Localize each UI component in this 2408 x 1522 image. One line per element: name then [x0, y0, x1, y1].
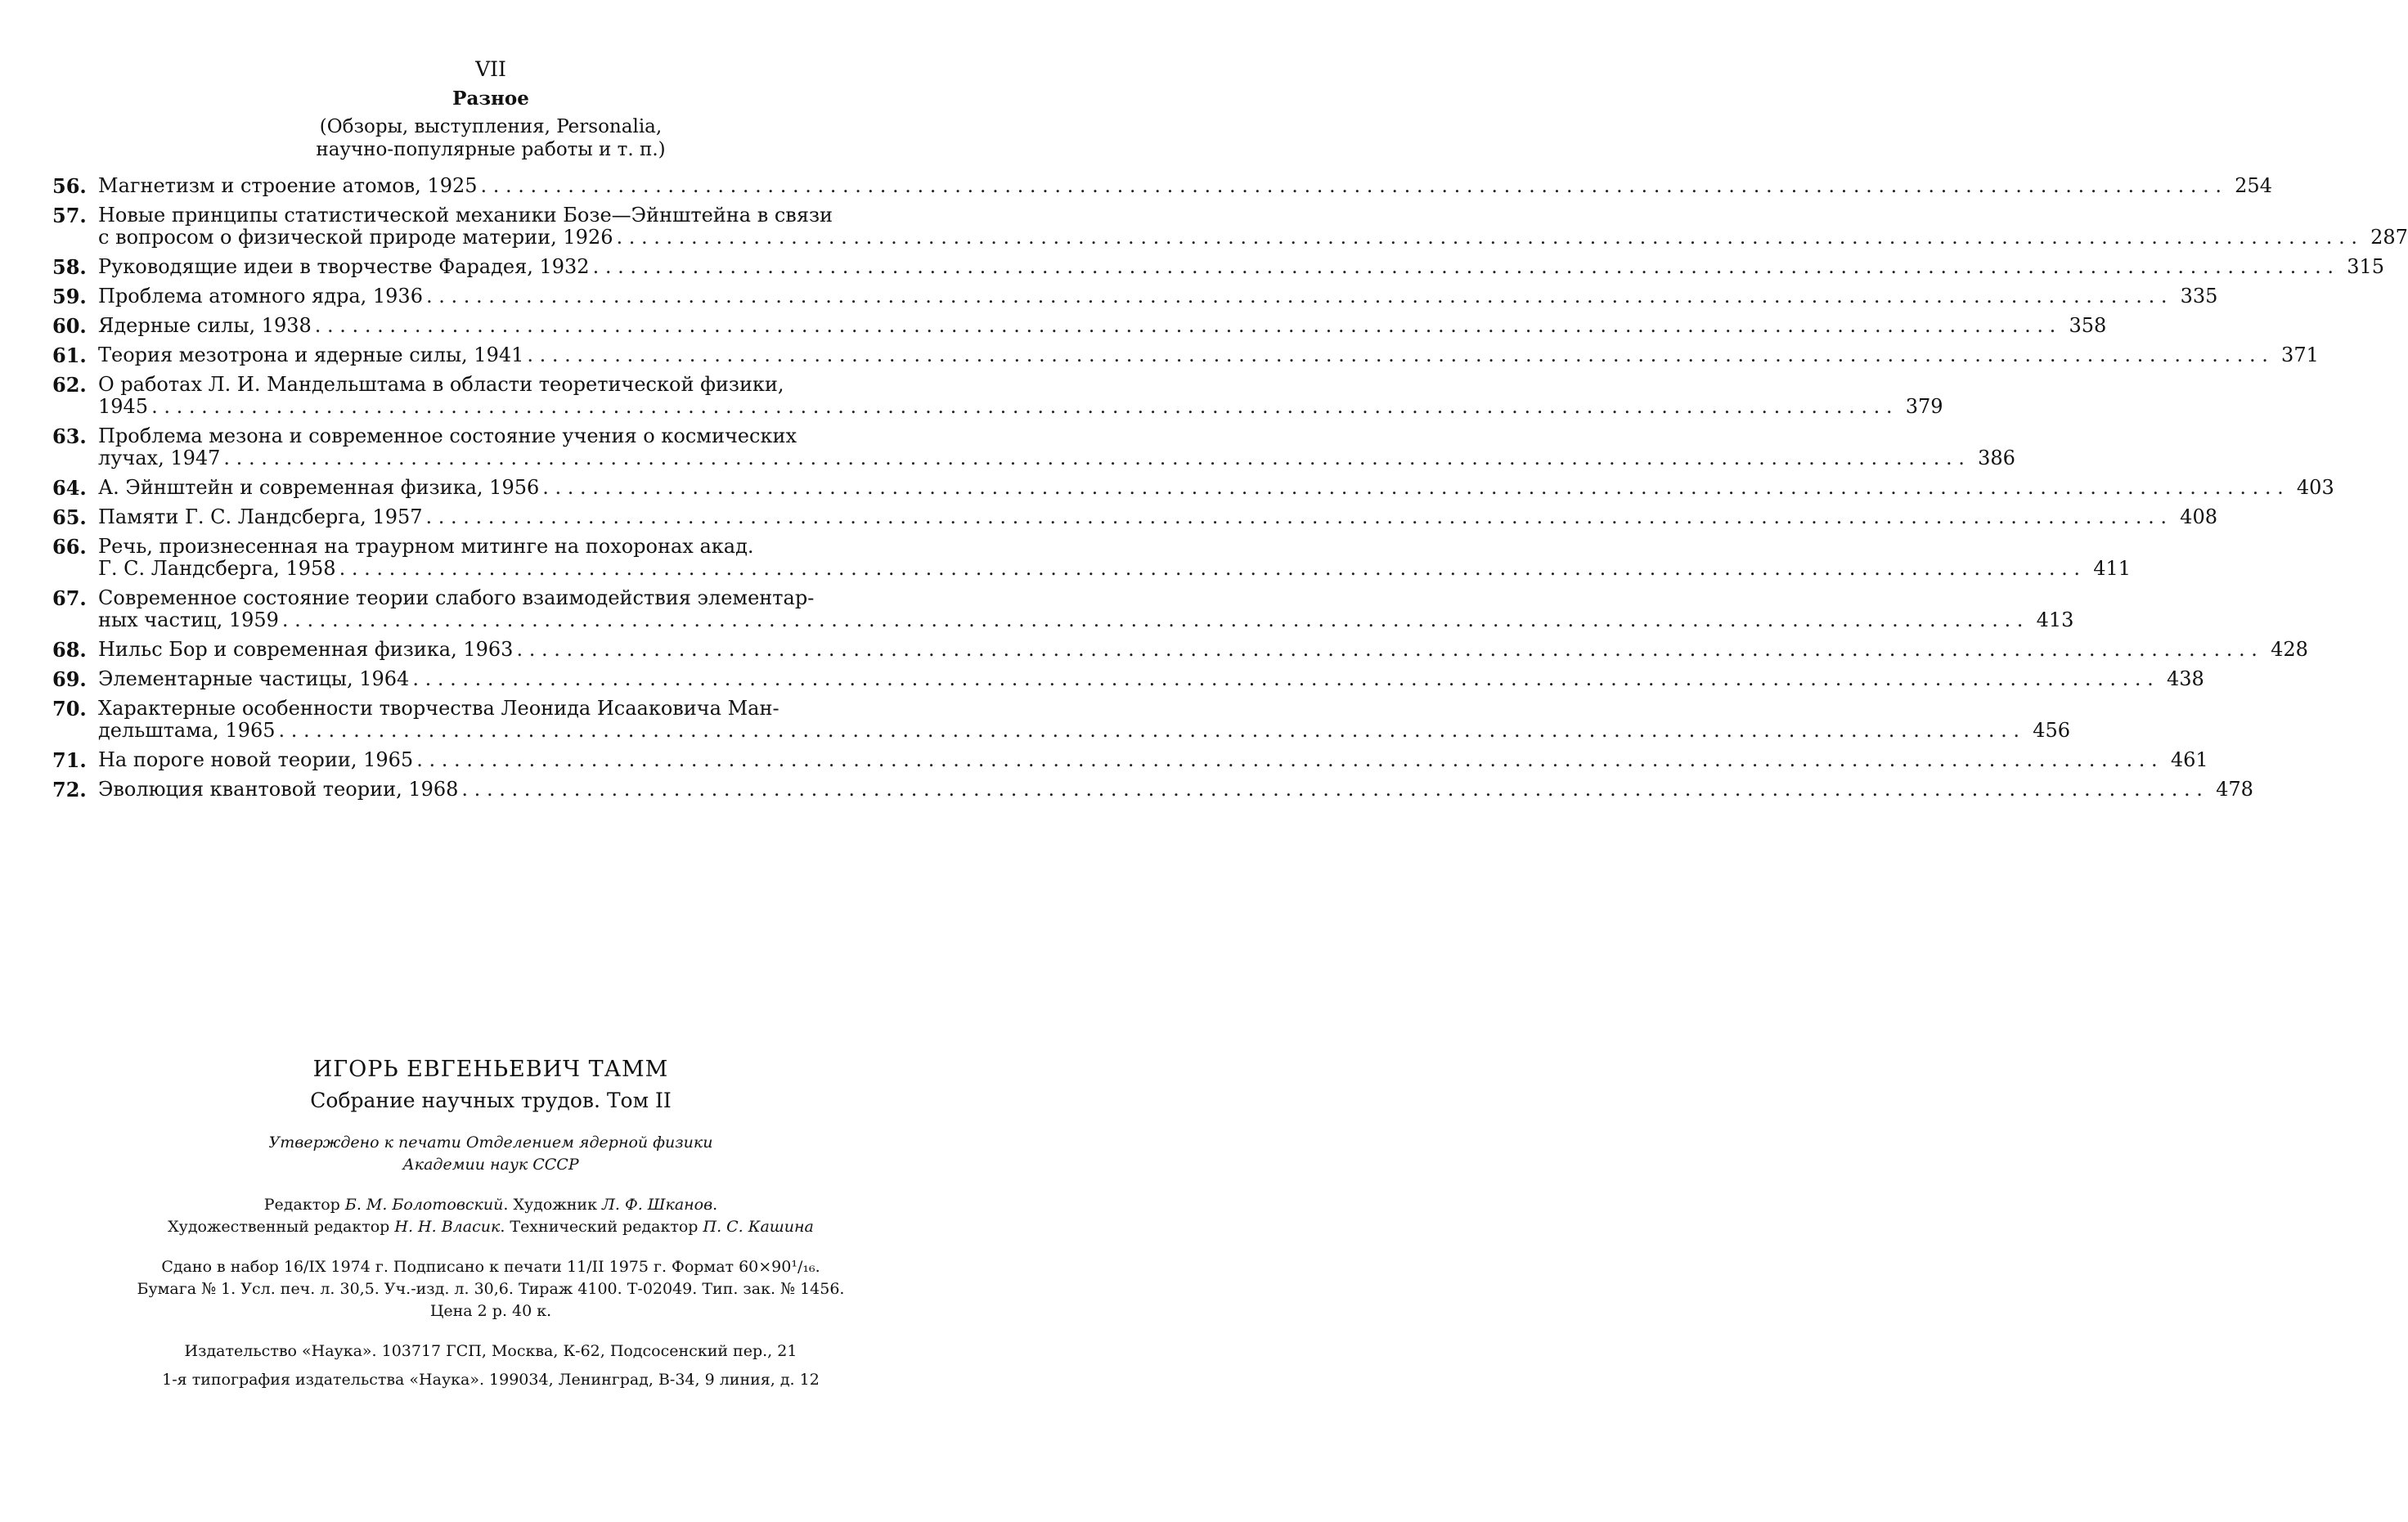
toc-entry-title-line: О работах Л. И. Мандельштама в области теоретической физики,	[98, 373, 784, 396]
section-number: VII	[475, 57, 506, 81]
toc-entry-page: 403	[2296, 476, 2334, 499]
toc-entry-page: 461	[2170, 748, 2208, 771]
toc-entry-number: 57.	[52, 204, 87, 227]
section-subtitle-line2: научно-популярные работы и т. п.)	[316, 139, 666, 160]
toc-entry-page: 408	[2180, 505, 2217, 528]
toc-entry	[52, 285, 2218, 308]
toc-entry-number: 61.	[52, 343, 87, 367]
toc-entry-number: 70.	[52, 697, 87, 721]
toc-entry	[52, 748, 2208, 772]
toc-entry	[52, 505, 2217, 529]
toc-entry-page: 438	[2166, 667, 2204, 690]
toc-entry-number: 64.	[52, 476, 87, 500]
artist-label: . Художник	[503, 1196, 603, 1214]
toc-entry-title: Нильс Бор и современная физика, 1963	[98, 638, 514, 661]
toc-entry	[52, 535, 2132, 580]
artist-name: Л. Ф. Шканов	[602, 1196, 713, 1214]
toc-entry-page: 411	[2093, 557, 2132, 580]
toc-entry-title-line: Речь, произнесенная на траурном митинге на похоронах акад.	[98, 535, 754, 558]
toc-entry-title: А. Эйнштейн и современная физика, 1956	[98, 476, 540, 499]
art-editor-name: Н. Н. Власик	[394, 1218, 501, 1236]
toc-entry	[52, 174, 2272, 198]
toc-entry-title: Памяти Г. С. Ландсберга, 1957	[98, 505, 423, 528]
toc-entry-title: Проблема атомного ядра, 1936	[98, 285, 423, 308]
toc-entry-number: 66.	[52, 535, 87, 559]
dot-leader	[481, 175, 2222, 197]
colophon-title: Собрание научных трудов. Том II	[310, 1089, 672, 1112]
editor-label: Редактор	[263, 1196, 345, 1214]
colophon-author: ИГОРЬ ЕВГЕНЬЕВИЧ ТАММ	[312, 1057, 669, 1082]
dot-leader	[416, 749, 2157, 771]
art-editor-label: Художественный редактор	[168, 1218, 395, 1236]
toc-entry-title: Теория мезотрона и ядерные силы, 1941	[98, 343, 524, 366]
print-info-line2: Бумага № 1. Усл. печ. л. 30,5. Уч.-изд. л. 30,6. Тираж 4100. Т-02049. Тип. зак. № 1456.	[137, 1280, 845, 1298]
toc-entry-title: Руководящие идеи в творчестве Фарадея, 1932	[98, 255, 590, 278]
print-info-line1: Сдано в набор 16/IX 1974 г. Подписано к печати 11/II 1975 г. Формат 60×90¹/₁₆.	[161, 1258, 820, 1276]
toc-entry-number: 69.	[52, 667, 87, 691]
tech-editor-label: . Технический редактор	[500, 1218, 703, 1236]
artist-end: .	[712, 1196, 718, 1214]
toc-entry-number: 72.	[52, 778, 87, 801]
dot-leader	[461, 779, 2202, 801]
toc-entry	[52, 586, 2074, 631]
publisher-address: Издательство «Наука». 103717 ГСП, Москва, К-62, Подсосенский пер., 21	[184, 1342, 797, 1360]
toc-entry-number: 59.	[52, 285, 87, 308]
toc-entry	[52, 373, 1943, 418]
dot-leader	[593, 256, 2334, 278]
toc-entry-title: Магнетизм и строение атомов, 1925	[98, 174, 478, 197]
toc-entry-number: 68.	[52, 638, 87, 662]
toc-entry	[52, 255, 2385, 279]
toc-entry-page: 379	[1905, 395, 1943, 418]
toc-entry-number: 56.	[52, 174, 87, 198]
dot-leader	[412, 668, 2153, 690]
colophon	[0, 1057, 982, 1391]
editor-name: Б. М. Болотовский	[344, 1196, 504, 1214]
editors-line1	[0, 1194, 982, 1216]
toc-entry-title: Элементарные частицы, 1964	[98, 667, 410, 690]
section-subtitle-line1: (Обзоры, выступления, Personalia,	[319, 116, 663, 137]
toc-entry-title: лучах, 1947	[98, 447, 221, 469]
toc-entry-page: 315	[2347, 255, 2385, 278]
toc-entry-number: 58.	[52, 255, 87, 279]
toc-entry	[52, 314, 2107, 338]
toc-entry-page: 478	[2216, 778, 2253, 801]
dot-leader	[542, 477, 2283, 499]
toc-entry-number: 62.	[52, 373, 87, 397]
toc-entry-title: 1945	[98, 395, 149, 418]
dot-leader	[279, 720, 2019, 742]
toc-entry-page: 456	[2033, 719, 2070, 742]
toc-entry-title-line: Современное состояние теории слабого взаимодействия элементар-	[98, 586, 815, 609]
toc-entry-title: Ядерные силы, 1938	[98, 314, 312, 337]
toc-entry-title-line: Характерные особенности творчества Леонида Исааковича Ман-	[98, 697, 779, 720]
dot-leader	[616, 227, 2356, 249]
dot-leader	[282, 609, 2023, 631]
dot-leader	[223, 447, 1964, 469]
toc-entry-page: 335	[2180, 285, 2218, 308]
dot-leader	[426, 506, 2167, 528]
toc-entry	[52, 638, 2308, 662]
dot-leader	[527, 344, 2267, 366]
toc-entry-title: с вопросом о физической природе материи, 1926	[98, 226, 613, 249]
toc-entry	[52, 343, 2319, 367]
toc-entry	[52, 424, 2015, 469]
toc-entry-title: ных частиц, 1959	[98, 608, 279, 631]
toc-entry-number: 67.	[52, 586, 87, 610]
toc-entry-page: 371	[2281, 343, 2319, 366]
toc-entry-title: Эволюция квантовой теории, 1968	[98, 778, 459, 801]
toc-entry-number: 71.	[52, 748, 87, 772]
toc-entry-page: 386	[1978, 447, 2015, 469]
toc-entry-title: На пороге новой теории, 1965	[98, 748, 414, 771]
dot-leader	[516, 639, 2257, 661]
tech-editor-name: П. С. Кашина	[703, 1218, 814, 1236]
approval-line2: Академии наук СССР	[402, 1156, 579, 1174]
approval-line1: Утверждено к печати Отделением ядерной физики	[268, 1134, 713, 1152]
printer-address: 1-я типография издательства «Наука». 199034, Ленинград, В-34, 9 линия, д. 12	[162, 1371, 820, 1389]
toc-entry	[52, 476, 2334, 500]
approval-note	[0, 1132, 982, 1176]
toc-entry	[52, 667, 2204, 691]
toc-entry-title: Г. С. Ландсберга, 1958	[98, 557, 336, 580]
table-of-contents	[52, 174, 2408, 808]
toc-entry-page: 287	[2370, 226, 2408, 249]
toc-entry-title-line: Новые принципы статистической механики Бозе—Эйнштейна в связи	[98, 204, 833, 227]
dot-leader	[151, 396, 1892, 418]
toc-entry	[52, 204, 2408, 249]
toc-entry-page: 254	[2235, 174, 2272, 197]
dot-leader	[426, 285, 2167, 308]
toc-entry-number: 60.	[52, 314, 87, 338]
toc-entry	[52, 697, 2070, 742]
toc-entry-page: 428	[2271, 638, 2308, 661]
toc-entry-number: 63.	[52, 424, 87, 448]
toc-entry	[52, 778, 2253, 801]
editors-line2	[0, 1216, 982, 1238]
toc-entry-title: дельштама, 1965	[98, 719, 276, 742]
dot-leader	[315, 315, 2055, 337]
toc-entry-page: 413	[2036, 608, 2074, 631]
price: Цена 2 р. 40 к.	[429, 1302, 552, 1320]
dot-leader	[339, 558, 2080, 580]
toc-entry-number: 65.	[52, 505, 87, 529]
toc-entry-title-line: Проблема мезона и современное состояние учения о космических	[98, 424, 797, 447]
toc-entry-page: 358	[2069, 314, 2107, 337]
section-title: Разное	[452, 88, 529, 110]
